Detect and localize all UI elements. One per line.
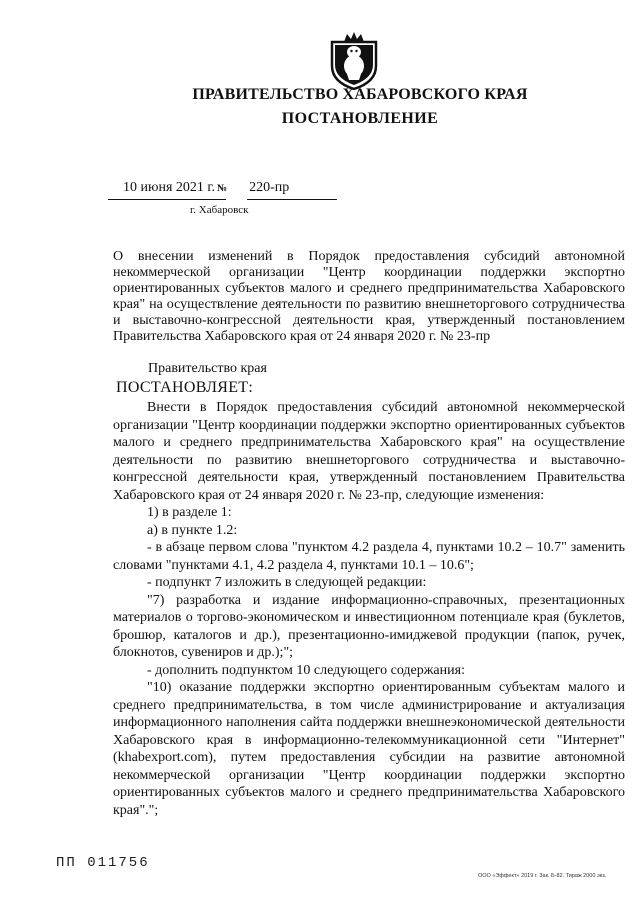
preamble-decree: ПОСТАНОВЛЯЕТ: (116, 379, 254, 396)
body-paragraph: - дополнить подпунктом 10 следующего содержания: (147, 662, 465, 678)
number-underline (247, 199, 337, 200)
body-paragraph: а) в пункте 1.2: (147, 522, 238, 538)
preamble-government: Правительство края (148, 361, 267, 376)
body-paragraph: Внести в Порядок предоставления субсидий автономной некоммерческой организации "Центр координации поддержки экспортно ориентированных субъектов малого и среднего предпринимательства Хабаровского края" на осуществление деятельности по развитию внешнеторгового сотрудничества и выставочно-конгрессной деятельности края, утвержденный постановлением Правительства Хабаровского края от 24 января 2020 г. № 23-пр, следующие изменения: (113, 400, 625, 503)
date-underline (108, 199, 226, 200)
city-label: г. Хабаровск (190, 204, 249, 216)
body-paragraph: "7) разработка и издание информационно-справочных, презентационных материалов о торгово-экономическом и инвестиционном потенциале края (буклетов, брошюр, каталогов и др.), презентационно-имиджевой продукции (папок, ручек, блокнотов, сувениров и др.);"; (113, 592, 625, 660)
document-type: ПОСТАНОВЛЕНИЕ (281, 110, 439, 127)
body-paragraph: - подпункт 7 изложить в следующей редакции: (147, 575, 427, 590)
serial-number: ПП 011756 (56, 855, 150, 871)
print-note: ООО «Эффект» 2019 г. Зак. Б-82. Тираж 2000 экз. (478, 873, 607, 879)
number-label: № (217, 183, 228, 194)
document-number: 220-пр (249, 180, 290, 195)
document-date: 10 июня 2021 г. (123, 180, 216, 195)
document-body (113, 399, 625, 819)
date-number-line (123, 180, 289, 196)
subject-heading: О внесении изменений в Порядок предоставления субсидий автономной некоммерческой организации "Центр координации поддержки экспортно ориентированных субъектов малого и среднего предпринимательства Хабаровского края" на осуществление деятельности по развитию внешнеторгового сотрудничества и выставочно-конгрессной деятельности края, утвержденный постановлением Правительства Хабаровского края от 24 января 2020 г. № 23-пр (113, 249, 625, 344)
body-paragraph: "10) оказание поддержки экспортно ориентированным субъектам малого и среднего предпринимательства, в том числе администрирование и актуализация информационного наполнения сайта поддержки внешнеэкономической деятельности Хабаровского края в информационно-телекоммуникационной сети "Интернет" (khabexport.com), путем предоставления субсидии на развитие автономной некоммерческой организации "Центр координации поддержки экспортно ориентированных субъектов малого и среднего предпринимательства Хабаровского края"."; (113, 680, 625, 818)
coat-of-arms-emblem (329, 28, 379, 90)
government-title: ПРАВИТЕЛЬСТВО ХАБАРОВСКОГО КРАЯ (192, 86, 528, 103)
body-paragraph: 1) в разделе 1: (147, 505, 232, 520)
body-paragraph: - в абзаце первом слова "пунктом 4.2 раздела 4, пунктами 10.2 – 10.7" заменить словами "пунктами 4.1, 4.2 раздела 4, пунктами 10.1 – 10.6"; (113, 540, 625, 573)
